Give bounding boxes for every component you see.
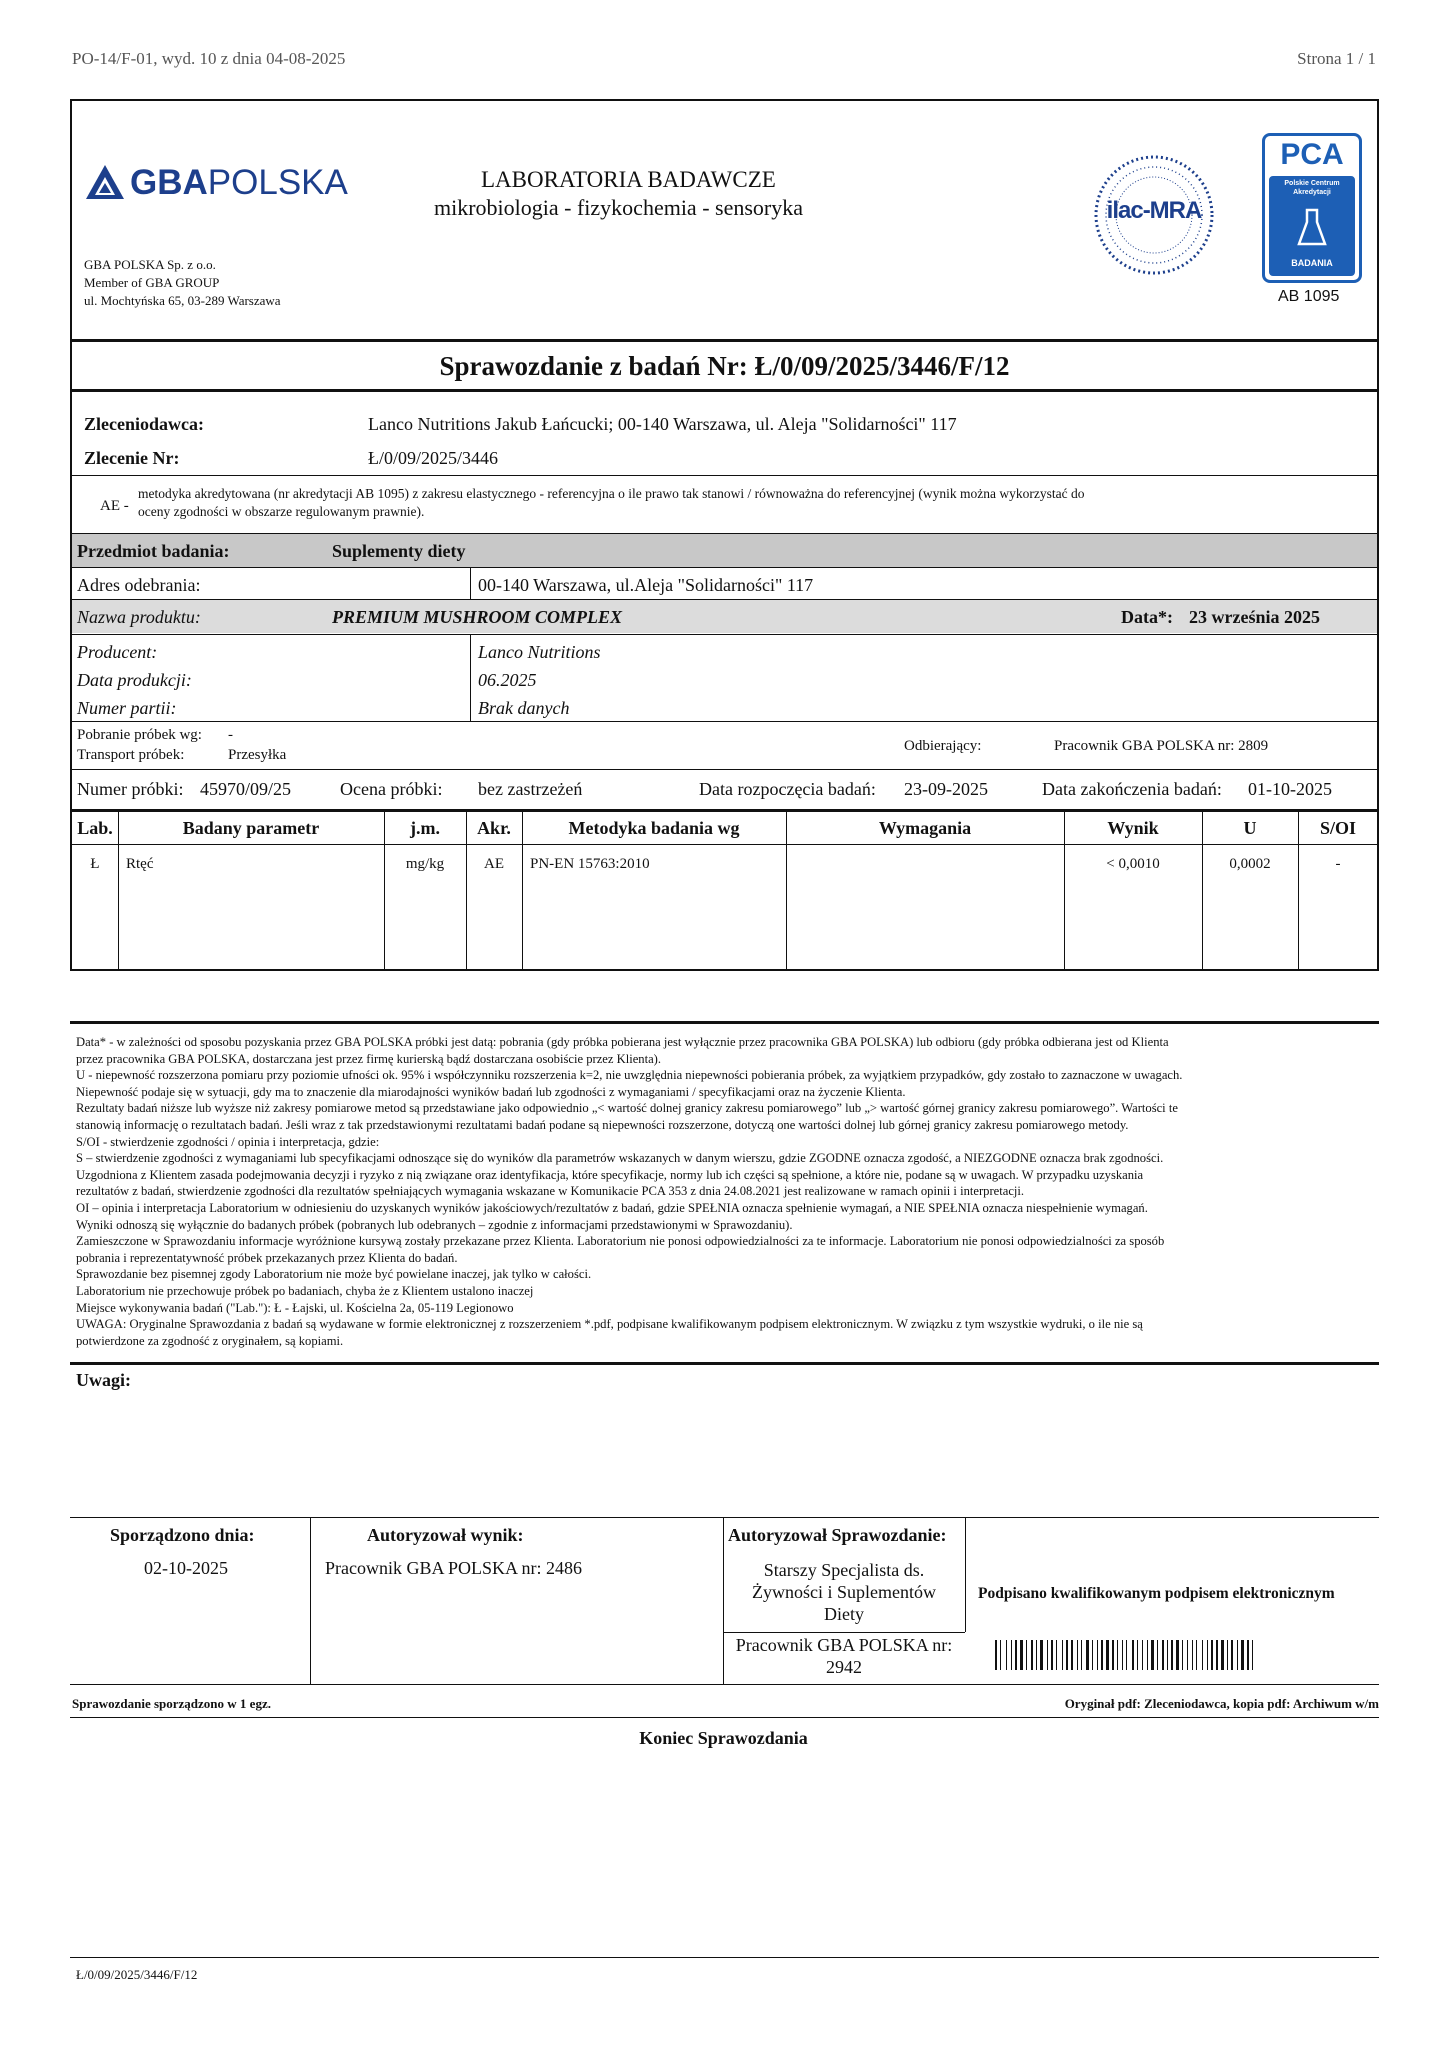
prod-date-label: Data produkcji: <box>77 670 192 690</box>
table-cell-method: PN-EN 15763:2010 <box>530 856 650 872</box>
employee-line-1: Pracownik GBA POLSKA nr: <box>735 1635 953 1655</box>
ilac-text: ilac-MRA <box>1106 197 1202 224</box>
address-label: Adres odebrania: <box>77 575 201 595</box>
divider <box>470 568 471 599</box>
authorized-report-label: Autoryzował Sprawozdanie: <box>728 1525 947 1545</box>
col-header-soi: S/OI <box>1319 818 1357 838</box>
copies-note: Sprawozdanie sporządzono w 1 egz. <box>72 1696 271 1711</box>
pca-sub1: Polskie Centrum <box>1284 180 1340 187</box>
gba-logo-text <box>130 163 348 203</box>
table-cell-u: 0,0002 <box>1229 856 1271 872</box>
date-value: 23 września 2025 <box>1189 607 1320 627</box>
company-line-2: Member of GBA GROUP <box>84 275 220 290</box>
note-line: Uzgodniona z Klientem zasada podejmowania decyzji i ryzyko z nią związane oraz identyfikacja, które specyfikacje, normy lub ich części są spełnione, a które nie, podane są w uwagach. W przypadku uzyskania <box>76 1167 1144 1182</box>
order-value: Ł/0/09/2025/3446 <box>368 448 498 468</box>
sig-divider-1 <box>310 1518 311 1684</box>
ilac-mra-logo <box>1092 153 1216 277</box>
pca-title: PCA <box>1280 138 1344 171</box>
pca-badania: BADANIA <box>1291 258 1333 268</box>
report-frame <box>70 99 1379 971</box>
gba-triangle-icon <box>84 163 126 201</box>
start-label: Data rozpoczęcia badań: <box>699 779 876 799</box>
date-label: Data*: <box>1121 607 1173 627</box>
prepared-label: Sporządzono dnia: <box>110 1525 255 1545</box>
note-line: Sprawozdanie bez pisemnej zgody Laboratorium nie może być powielane inaczej, jak tylko w całości. <box>76 1267 592 1282</box>
notes-bottom-rule <box>70 1362 1379 1365</box>
bottom-rule <box>70 1957 1379 1958</box>
note-line: stanowią informację o rezultatach badań. Jeśli wraz z tak przedstawionymi rezultatami badań podane są niepewności rozszerzone, dotyczą one wartości dolnej lub górnej granicy zakresu pomiarowego metody. <box>76 1117 1129 1132</box>
form-reference: PO-14/F-01, wyd. 10 z dnia 04-08-2025 <box>72 49 346 68</box>
notes-top-rule <box>70 1021 1379 1024</box>
producer-label: Producent: <box>77 642 158 662</box>
col-header-result: Wynik <box>1107 818 1159 838</box>
table-cell-unit: mg/kg <box>405 856 445 872</box>
product-label: Nazwa produktu: <box>77 607 201 627</box>
ae-code: AE - <box>100 498 129 514</box>
note-line: Laboratorium nie przechowuje próbek po badaniach, chyba że z Klientem ustalono inaczej <box>76 1283 534 1298</box>
note-line: Data* - w zależności od sposobu pozyskania przez GBA POLSKA próbki jest datą: pobrania (gdy próbka pobierana jest wyłącznie przez pracownika GBA POLSKA) lub odbioru (gdy próbka odbierana jest od Klienta <box>76 1035 1169 1049</box>
table-cell-parameter: Rtęć <box>126 856 154 872</box>
table-cell-accr: AE <box>484 856 504 872</box>
col-header-requirements: Wymagania <box>878 818 972 838</box>
start-value: 23-09-2025 <box>904 779 988 799</box>
sig-bottom-rule <box>70 1684 1379 1685</box>
note-line: pobrania i reprezentatywność próbek przekazanych przez Klienta do badań. <box>76 1250 458 1265</box>
role-line-1: Starszy Specjalista ds. <box>763 1560 925 1580</box>
client-label: Zleceniodawca: <box>84 414 204 434</box>
note-line: Miejsce wykonywania badań ("Lab."): Ł - Łajski, ul. Kościelna 2a, 05-119 Legionowo <box>76 1300 514 1315</box>
client-value: Lanco Nutritions Jakub Łańcucki; 00-140 Warszawa, ul. Aleja "Solidarności" 117 <box>368 414 957 434</box>
company-line-1: GBA POLSKA Sp. z o.o. <box>84 257 216 272</box>
sig-top-rule <box>70 1517 1379 1518</box>
prepared-date: 02-10-2025 <box>144 1558 228 1578</box>
note-line: Zamieszczone w Sprawozdaniu informacje wyróżnione kursywą zostały przekazane przez Klienta. Laboratorium nie ponosi odpowiedzialności za te informacje. Laboratorium nie ponosi odpowiedzialności za sposób <box>76 1234 1165 1249</box>
notes-block <box>76 1034 1182 1349</box>
assessment-value: bez zastrzeżeń <box>478 779 583 799</box>
pca-sub2: Akredytacji <box>1293 189 1331 196</box>
note-line: OI – opinia i interpretacja Laboratorium w odniesieniu do uzyskanych wyników jakościowych/rezultatów z badań, gdzie SPEŁNIA oznacza spełnienie wymagań, a NIE SPEŁNIA oznacza niespełnienie wymagań. <box>76 1200 1148 1215</box>
divider <box>470 635 471 721</box>
rule <box>72 475 1377 476</box>
barcode-icon <box>995 1640 1355 1670</box>
report-title: Sprawozdanie z badań Nr: Ł/0/09/2025/3446/F/12 <box>439 351 1010 381</box>
signature-barcode <box>995 1640 1355 1670</box>
note-line: Wyniki odnoszą się wyłącznie do badanych próbek (pobranych lub odebranych – zgodnie z informacjami przedstawionymi w Sprawozdaniu). <box>76 1217 793 1232</box>
title-bottom-rule <box>72 389 1377 392</box>
col-header-parameter: Badany parametr <box>182 818 320 838</box>
rule <box>72 567 1377 568</box>
note-line: UWAGA: Oryginalne Sprawozdania z badań są wydawane w formie elektronicznej z rozszerzeniem *.pdf, podpisane kwalifikowanym podpisem elektronicznym. W związku z tym wszystkie wydruki, o ile nie są <box>76 1317 1143 1332</box>
col-header-accr: Akr. <box>477 818 511 838</box>
product-value: PREMIUM MUSHROOM COMPLEX <box>332 607 623 627</box>
producer-value: Lanco Nutritions <box>478 642 601 662</box>
col-header-method: Metodyka badania wg <box>568 818 740 838</box>
sig-divider-3 <box>965 1518 966 1632</box>
pca-blue-panel <box>1269 176 1355 276</box>
sampling-label: Pobranie próbek wg: <box>77 727 202 743</box>
title-top-rule <box>72 339 1377 342</box>
col-header-unit: j.m. <box>410 818 440 838</box>
note-line: potwierdzone za zgodność z oryginałem, są kopiami. <box>76 1333 344 1348</box>
pca-number: AB 1095 <box>1278 288 1340 305</box>
batch-label: Numer partii: <box>77 698 177 718</box>
sampling-value: - <box>228 727 233 743</box>
rule <box>72 634 1377 635</box>
flask-icon <box>1297 208 1327 248</box>
batch-value: Brak danych <box>478 698 570 718</box>
role-line-3: Diety <box>824 1604 864 1624</box>
transport-label: Transport próbek: <box>77 747 185 763</box>
col-header-u: U <box>1243 818 1257 838</box>
end-label: Data zakończenia badań: <box>1042 779 1222 799</box>
page-number: Strona 1 / 1 <box>1297 49 1376 68</box>
note-line: Rezultaty badań niższe lub wyższe niż zakresy pomiarowe metod są przedstawiane jako odpowiednio „< wartość dolnej granicy zakresu pomiarowego” lub „> wartość górnej granicy zakresu pomiarowego”. Wartości te <box>76 1101 1178 1116</box>
note-line: S/OI - stwierdzenie zgodności / opinia i interpretacja, gdzie: <box>76 1134 380 1149</box>
logo-light: POLSKA <box>207 163 348 202</box>
note-line: S – stwierdzenie zgodności z wymaganiami lub specyfikacjami odnoszące się do wyników dla parametrów wskazanych w danym wierszu, gdzie ZGODNE oznacza zgodość, a NIEZGODNE oznacza brak zgodności. <box>76 1151 1164 1166</box>
lab-title-2: mikrobiologia - fizykochemia - sensoryka <box>434 195 804 220</box>
end-value: 01-10-2025 <box>1248 779 1332 799</box>
sig-inner-rule <box>723 1632 965 1633</box>
footer-rule <box>70 1717 1379 1718</box>
col-header-lab: Lab. <box>77 818 113 838</box>
receiver-label: Odbierający: <box>904 738 982 754</box>
note-line: Niepewność podaje się w sytuacji, gdy ma to znaczenie dla miarodajności wyników badań lub zgodności z wymaganiami / specyfikacjami oraz na życzenie Klienta. <box>76 1084 906 1099</box>
order-label: Zlecenie Nr: <box>84 448 180 468</box>
transport-value: Przesyłka <box>228 747 287 763</box>
table-cell-soi: - <box>1335 856 1341 872</box>
note-line: rezultatów z badań, stwierdzenie zgodności dla rezultatów spełniających wymagania wskazane w Komunikacie PCA 353 z dnia 24.08.2021 jest realizowane w ramach opinii i interpretacji. <box>76 1184 1025 1199</box>
footer-reference: Ł/0/09/2025/3446/F/12 <box>76 1967 198 1982</box>
sample-no-label: Numer próbki: <box>77 779 184 799</box>
assessment-label: Ocena próbki: <box>340 779 443 799</box>
lab-title-1: LABORATORIA BADAWCZE <box>481 167 776 192</box>
authorized-result-value: Pracownik GBA POLSKA nr: 2486 <box>325 1558 583 1578</box>
rule <box>72 721 1377 722</box>
ae-line-2: oceny zgodności w obszarze regulowanym prawnie). <box>138 504 425 519</box>
ae-line-1: metodyka akredytowana (nr akredytacji AB 1095) z zakresu elastycznego - referencyjna o ile prawo tak stanowi / równoważna do referencyjnej (wynik można wykorzystać do <box>138 486 1085 501</box>
original-note: Oryginał pdf: Zleceniodawca, kopia pdf: Archiwum w/m <box>1064 1696 1379 1711</box>
signed-note: Podpisano kwalifikowanym podpisem elektronicznym <box>978 1585 1335 1602</box>
company-line-3: ul. Mochtyńska 65, 03-289 Warszawa <box>84 293 281 308</box>
end-of-report: Koniec Sprawozdania <box>639 1728 808 1748</box>
note-line: U - niepewność rozszerzona pomiaru przy poziomie ufności ok. 95% i współczynniku rozszerzenia k=2, nie uwzględnia niepewności pobierania próbek, za wyjątkiem przypadków, gdy zostało to zaznaczone w uwagach. <box>76 1068 1183 1083</box>
sample-no-value: 45970/09/25 <box>200 779 292 799</box>
subject-band <box>72 534 1377 567</box>
product-band <box>72 600 1377 633</box>
subject-value: Suplementy diety <box>332 541 466 561</box>
logo-bold: GBA <box>130 163 208 202</box>
address-value: 00-140 Warszawa, ul.Aleja "Solidarności" 117 <box>478 575 814 595</box>
employee-line-2: 2942 <box>826 1657 862 1677</box>
header-rule <box>72 844 1377 845</box>
note-line: przez pracownika GBA POLSKA, dostarczana jest przez firmę kurierską bądź dostarczana osobiście przez Klienta). <box>76 1051 662 1066</box>
authorized-result-label: Autoryzował wynik: <box>367 1525 524 1545</box>
role-line-2: Żywności i Suplementów <box>752 1582 936 1602</box>
gba-logo <box>84 163 126 206</box>
subject-label: Przedmiot badania: <box>77 541 230 561</box>
pca-logo <box>1262 133 1362 283</box>
receiver-value: Pracownik GBA POLSKA nr: 2809 <box>1054 738 1269 754</box>
table-cell-result: < 0,0010 <box>1106 856 1160 872</box>
results-table <box>72 811 1377 969</box>
rule <box>72 769 1377 770</box>
table-cell-lab: Ł <box>90 856 100 872</box>
remarks-label: Uwagi: <box>76 1370 131 1390</box>
prod-date-value: 06.2025 <box>478 670 537 690</box>
